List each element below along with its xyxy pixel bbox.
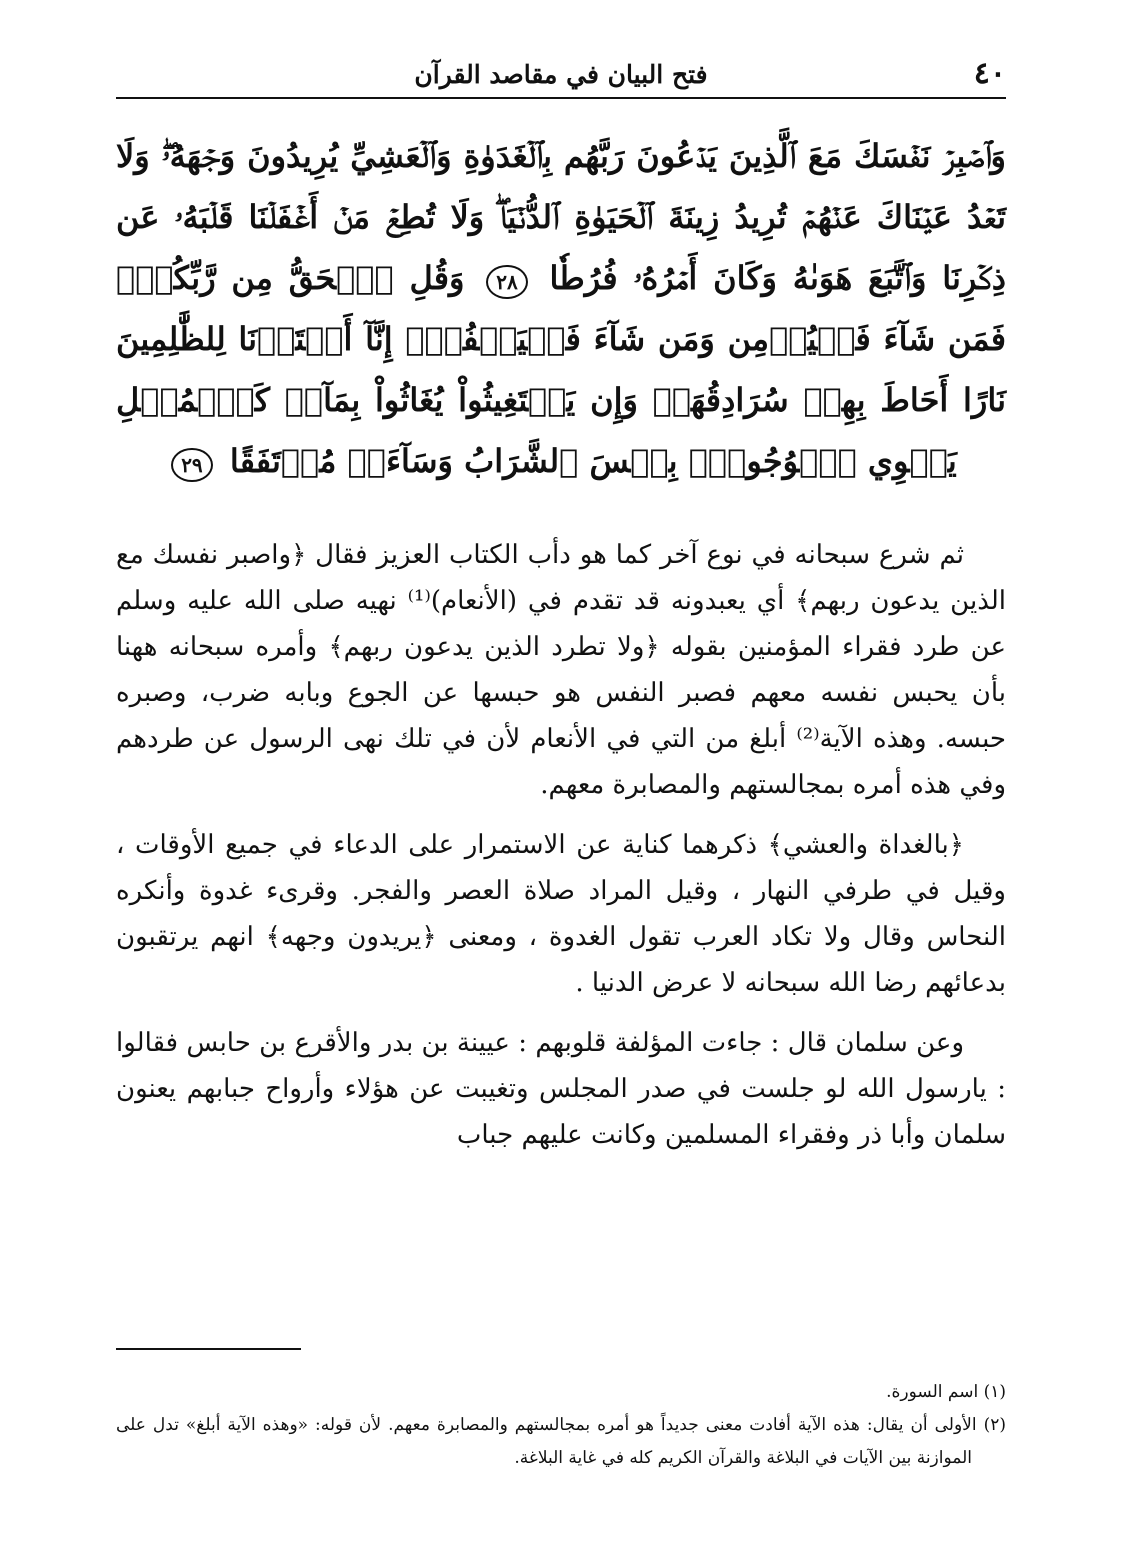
quran-verse-text: وَٱصۡبِرۡ نَفۡسَكَ مَعَ ٱلَّذِينَ يَدۡعُونَ رَبَّهُم بِٱلۡغَدَوٰةِ وَٱلۡعَشِيِّ يُرِيدُونَ وَجۡهَهُۥۖ وَلَا تَعۡدُ عَيۡنَاكَ عَنۡهُمۡ تُرِيدُ زِينَةَ ٱلۡحَيَوٰةِ ٱلدُّنۡيَاۖ وَلَا تُطِعۡ مَنۡ أَغۡفَلۡنَا قَلۡبَهُۥ عَن ذِكۡرِنَا وَٱتَّبَعَ هَوَىٰهُ وَكَانَ أَمۡرُهُۥ فُرُطٗا xyxy=(116,137,1007,297)
commentary-paragraph: ثم شرع سبحانه في نوع آخر كما هو دأب الكتاب العزيز فقال ﴿واصبر نفسك مع الذين يدعون ربهم﴾ أي يعبدونه قد تقدم في (الأنعام)⁽¹⁾ نهيه صلى الله عليه وسلم عن طرد فقراء المؤمنين بقوله ﴿ولا تطرد الذين يدعون ربهم﴾ وأمره سبحانه ههنا بأن يحبس نفسه معهم فصبر النفس هو حبسها عن الجوع وبابه ضرب، وصبره حبسه. وهذه الآية⁽²⁾ أبلغ من التي في الأنعام لأن في تلك نهى الرسول عن طردهم وفي هذه أمره بمجالستهم والمصابرة معهم. xyxy=(116,540,1007,800)
running-title: فتح البيان في مقاصد القرآن xyxy=(414,60,708,89)
page xyxy=(116,50,1006,1530)
page-number: ٤٠ xyxy=(973,56,1006,91)
quran-verses xyxy=(116,126,1006,492)
footnote: (٢) الأولى أن يقال: هذه الآية أفادت معنى جديداً هو أمره بمجالستهم والمصابرة معهم. لأن قوله: «وهذه الآية أبلغ» تدل على الموازنة بين الآيات في البلاغة والقرآن الكريم كله في غاية البلاغة. xyxy=(116,1415,1006,1468)
footnotes xyxy=(116,1376,1006,1475)
header-divider xyxy=(116,97,1006,99)
ayah-number-marker: ٢٨ xyxy=(486,265,527,299)
page-header xyxy=(116,50,1006,104)
quran-verse-text: وَقُلِ ٱلۡحَقُّ مِن رَّبِّكُمۡۖ فَمَن شَآءَ فَلۡيُؤۡمِن وَمَن شَآءَ فَلۡيَكۡفُرۡۚ إِنَّآ أَعۡتَدۡنَا لِلظَّٰلِمِينَ نَارًا أَحَاطَ بِهِمۡ سُرَادِقُهَاۚ وَإِن يَسۡتَغِيثُواْ يُغَاثُواْ بِمَآءٖ كَٱلۡمُهۡلِ يَشۡوِي ٱلۡوُجُوهَۚ بِئۡسَ ٱلشَّرَابُ وَسَآءَتۡ مُرۡتَفَقًا xyxy=(116,259,1006,480)
footnote-divider xyxy=(116,1348,301,1350)
commentary-paragraph: وعن سلمان قال : جاءت المؤلفة قلوبهم : عيينة بن بدر والأقرع بن حابس فقالوا : يارسول الله لو جلست في صدر المجلس وتغيبت عن هؤلاء وأرواح جبابهم يعنون سلمان وأبا ذر وفقراء المسلمين وكانت عليهم جباب xyxy=(116,1028,1006,1150)
ayah-number-marker: ٢٩ xyxy=(171,448,212,482)
commentary-paragraph: ﴿بالغداة والعشي﴾ ذكرهما كناية عن الاستمرار على الدعاء في جميع الأوقات ، وقيل في طرفي النهار ، وقيل المراد صلاة العصر والفجر. وقرىء غدوة وأنكره النحاس وقال ولا تكاد العرب تقول الغدوة ، ومعنى ﴿يريدون وجهه﴾ انهم يرتقبون بدعائهم رضا الله سبحانه لا عرض الدنيا . xyxy=(116,830,1006,998)
footnote: (١) اسم السورة. xyxy=(886,1382,1006,1402)
commentary xyxy=(116,532,1006,1158)
